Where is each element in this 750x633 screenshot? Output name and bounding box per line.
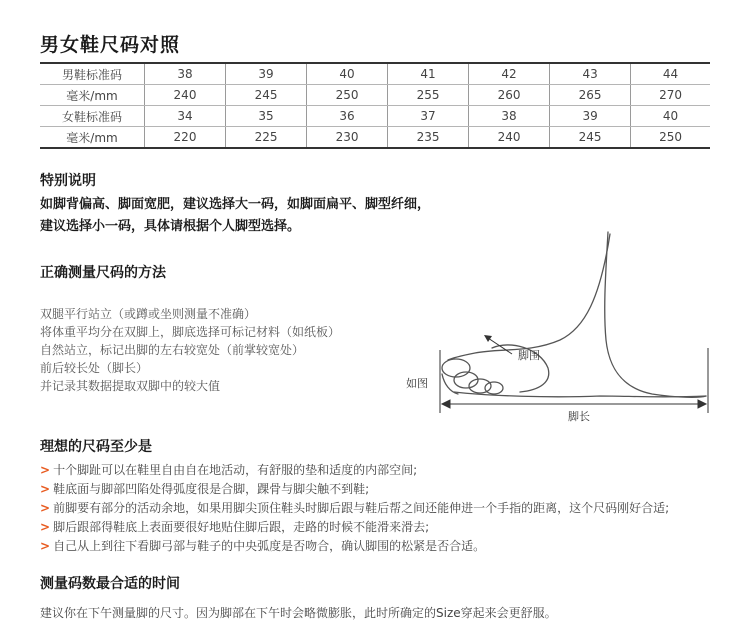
table-cell: 35 <box>226 106 307 127</box>
table-cell: 255 <box>388 85 469 106</box>
table-cell: 245 <box>550 127 631 149</box>
list-item: > 鞋底面与脚部凹陷处得弧度很是合脚，踝骨与脚尖触不到鞋; <box>40 482 370 496</box>
measure-steps <box>40 305 340 395</box>
list-item: > 十个脚趾可以在鞋里自由自在地活动，有舒服的垫和适度的内部空间; <box>40 463 418 477</box>
table-cell: 43 <box>550 63 631 85</box>
figure-label: 如图 <box>406 377 428 390</box>
table-cell: 240 <box>469 127 550 149</box>
bullet-arrow-icon: > <box>40 482 51 496</box>
bullet-arrow-icon: > <box>40 520 51 534</box>
bullet-arrow-icon: > <box>40 463 51 477</box>
foot-instep-outline <box>448 234 610 360</box>
table-row <box>40 63 710 85</box>
special-note-heading: 特别说明 <box>40 173 96 189</box>
table-cell: 235 <box>388 127 469 149</box>
measure-step: 并记录其数据提取双脚中的较大值 <box>40 379 221 393</box>
table-cell: 220 <box>145 127 226 149</box>
table-cell: 265 <box>550 85 631 106</box>
special-note-line-2: 建议选择小一码，具体请根据个人脚型选择。 <box>40 219 301 234</box>
best-time-heading: 测量码数最合适的时间 <box>40 576 180 592</box>
table-cell: 250 <box>307 85 388 106</box>
table-row <box>40 127 710 149</box>
toe-third <box>469 379 491 393</box>
row-label: 女鞋标准码 <box>40 106 145 127</box>
foot-illustration <box>400 228 720 428</box>
measure-method-heading: 正确测量尺码的方法 <box>40 265 166 281</box>
table-row <box>40 106 710 127</box>
list-item: > 自己从上到往下看脚弓部与鞋子的中央弧度是否吻合，确认脚围的松紧是否合适。 <box>40 539 486 553</box>
girth-pointer-arrow <box>484 335 492 342</box>
table-cell: 38 <box>469 106 550 127</box>
row-label: 毫米/mm <box>66 130 118 145</box>
table-cell: 37 <box>388 106 469 127</box>
length-dimension <box>440 348 708 413</box>
table-cell: 36 <box>307 106 388 127</box>
table-cell: 39 <box>226 63 307 85</box>
foot-heel-outline <box>605 232 706 397</box>
ideal-size-heading: 理想的尺码至少是 <box>40 439 152 455</box>
measure-step: 前后较长处（脚长） <box>40 361 149 375</box>
size-chart-table <box>40 62 710 149</box>
list-item: > 脚后跟部得鞋底上表面要很好地贴住脚后跟，走路的时候不能滑来滑去; <box>40 520 430 534</box>
table-cell: 44 <box>631 63 710 85</box>
row-label: 毫米/mm <box>40 85 145 106</box>
measure-step: 自然站立，标记出脚的左右较宽处（前掌较宽处） <box>40 343 305 357</box>
table-cell: 34 <box>145 106 226 127</box>
table-cell: 230 <box>307 127 388 149</box>
bullet-arrow-icon: > <box>40 501 51 515</box>
length-label: 脚长 <box>568 410 590 423</box>
table-cell: 250 <box>631 127 710 149</box>
measure-step: 双腿平行站立（或蹲或坐则测量不准确） <box>40 307 257 321</box>
table-row <box>40 85 710 106</box>
special-note-line-1: 如脚背偏高、脚面宽肥，建议选择大一码，如脚面扁平、脚型纤细， <box>40 197 431 212</box>
table-cell: 260 <box>469 85 550 106</box>
bullet-arrow-icon: > <box>40 539 51 553</box>
measure-step: 将体重平均分在双脚上，脚底选择可标记材料（如纸板） <box>40 325 341 339</box>
table-cell: 38 <box>145 63 226 85</box>
page-title: 男女鞋尺码对照 <box>40 34 181 56</box>
table-cell: 41 <box>388 63 469 85</box>
best-time-text: 建议你在下午测量脚的尺寸。因为脚部在下午时会略微膨胀，此时所确定的Size穿起来会更舒服。 <box>40 606 557 620</box>
table-cell: 270 <box>631 85 710 106</box>
table-cell: 240 <box>145 85 226 106</box>
table-cell: 40 <box>307 63 388 85</box>
table-cell: 39 <box>550 106 631 127</box>
table-cell: 245 <box>226 85 307 106</box>
table-cell: 225 <box>226 127 307 149</box>
toe-fourth <box>485 382 503 394</box>
row-label: 男鞋标准码 <box>40 63 145 85</box>
toe-big <box>442 359 470 377</box>
ideal-size-list <box>40 461 669 556</box>
table-cell: 42 <box>469 63 550 85</box>
girth-label: 脚围 <box>518 349 540 362</box>
table-cell: 40 <box>631 106 710 127</box>
list-item: > 前脚要有部分的活动余地，如果用脚尖顶住鞋头时脚后跟与鞋后帮之间还能伸进一个手指的距离，这个尺码刚好合适; <box>40 501 670 515</box>
